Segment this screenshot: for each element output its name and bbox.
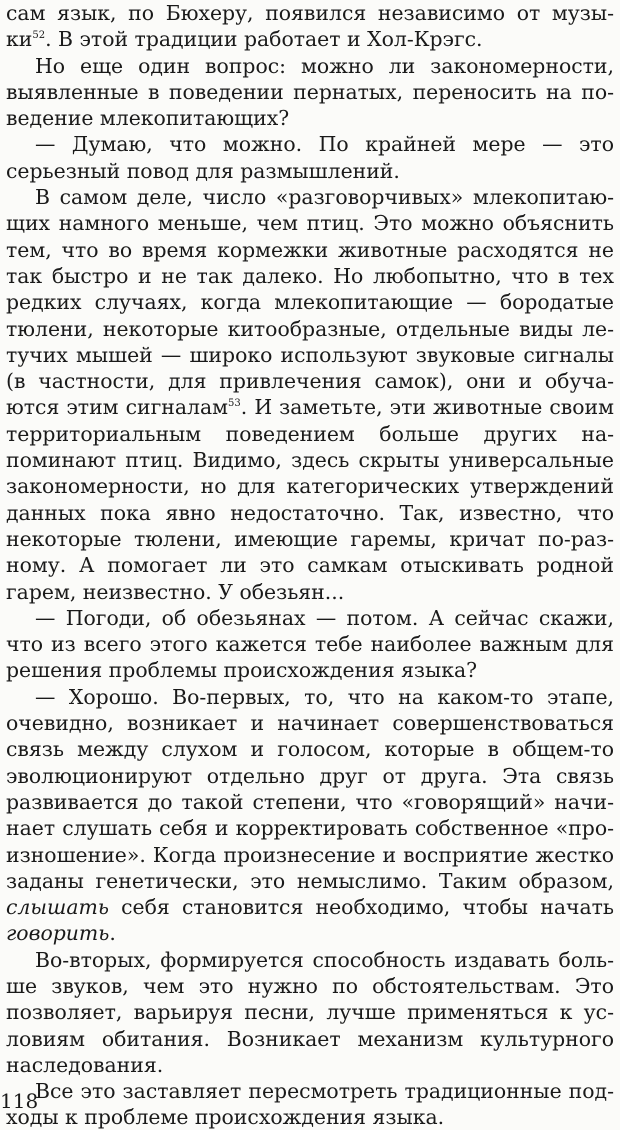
paragraph <box>6 184 614 605</box>
text-run: . И заметьте, эти животные своим территориальным поведением больше других напоминают птиц. Видимо, здесь скрыты универсальные закономерности, но для категорических утверждений данных пока явно недостаточно. Так, известно, что некоторые тюлени, имеющие гаремы, кричат по-разному. А помогает ли это самкам отыскивать родной гарем, неизвестно. У обезьян... <box>6 395 615 604</box>
paragraph <box>6 131 614 184</box>
paragraph <box>6 53 614 132</box>
text-run: — Думаю, что можно. По крайней мере — это серьезный повод для размышлений. <box>6 132 614 183</box>
emphasis: слышать <box>6 895 109 920</box>
text-run: — Погоди, об обезьянах — потом. А сейчас скажи, что из всего этого кажется тебе наиболее важным для решения проблемы происхождения языка? <box>6 605 614 683</box>
body-text <box>6 0 614 1130</box>
text-run: В самом деле, число «разговорчивых» млекопитающих намного меньше, чем птиц. Это можно объяснить тем, что во время кормежки животные расходятся не так быстро и не так далеко. Но любопытно, что в тех редких случаях, когда млекопитающие — бородатые тюлени, некоторые китообразные, отдельные виды летучих мышей — широко используют звуковые сигналы (в частности, для привлечения самок), они и обучаются этим сигналам <box>6 185 614 420</box>
paragraph <box>6 947 614 1078</box>
footnote-ref: 52 <box>32 30 46 42</box>
paragraph <box>6 1078 614 1130</box>
emphasis: говорить <box>6 921 110 946</box>
text-run: . <box>109 921 116 946</box>
footnote-ref: 53 <box>228 398 241 410</box>
text-run: Все это заставляет пересмотреть традиционные подходы к проблеме происхождения языка. <box>6 1079 614 1130</box>
text-run: Во-вторых, формируется способность издавать больше звуков, чем это нужно по обстоятельствам. Это позволяет, варьируя песни, лучше применяться к условиям обитания. Возникает механизм культурного наследования. <box>6 947 614 1077</box>
page-number: 118 <box>0 1089 39 1113</box>
text-run: . В этой традиции работает и Хол-Крэгс. <box>45 27 483 52</box>
text-run: сам язык, по Бюхеру, появился независимо от музыки <box>6 1 614 52</box>
text-run: себя становится необходимо, чтобы начать <box>108 895 614 920</box>
paragraph <box>6 0 614 53</box>
text-run: Но еще один вопрос: можно ли закономерности, выявленные в поведении пернатых, переносить на поведение млекопитающих? <box>6 53 614 131</box>
text-run: — Хорошо. Во-первых, то, что на каком-то этапе, очевидно, возникает и начинает совершенствоваться связь между слухом и голосом, которые в общем-то эволюционируют отдельно друг от друга. Эта связь развивается до такой степени, что «говорящий» начинает слушать себя и корректировать собственное «произношение». Когда произнесение и восприятие жестко заданы генетически, это немыслимо. Таким образом, <box>6 684 614 893</box>
paragraph <box>6 684 614 947</box>
paragraph <box>6 605 614 684</box>
